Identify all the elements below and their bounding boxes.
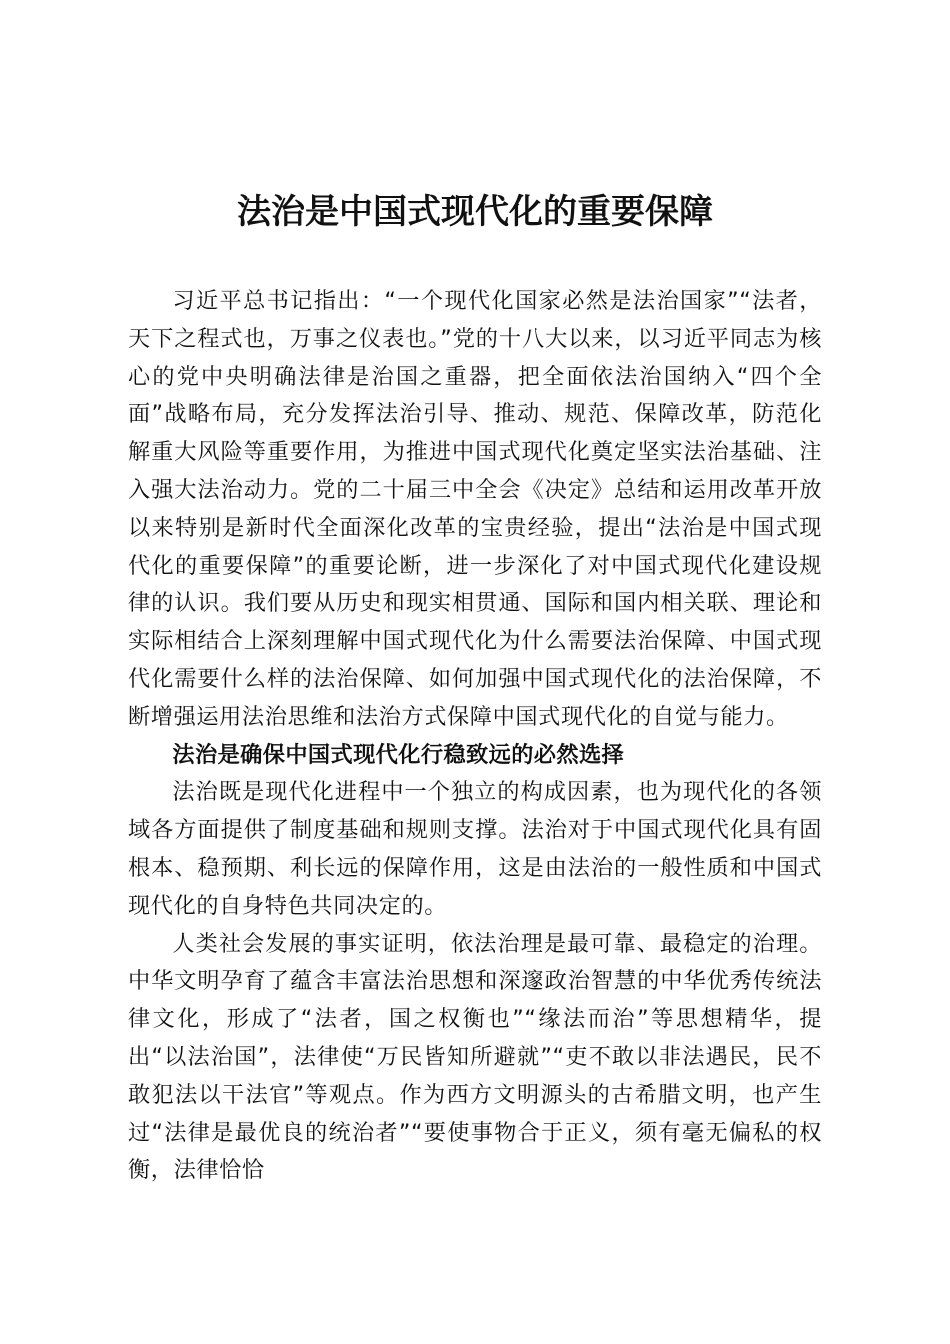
document-title: 法治是中国式现代化的重要保障 <box>237 192 713 232</box>
document-body <box>128 283 822 1190</box>
intro-paragraph: 习近平总书记指出：“一个现代化国家必然是法治国家”“法者，天下之程式也，万事之仪表也。”党的十八大以来，以习近平同志为核心的党中央明确法律是治国之重器，把全面依法治国纳入“四个全面”战略布局，充分发挥法治引导、推动、规范、保障改革，防范化解重大风险等重要作用，为推进中国式现代化奠定坚实法治基础、注入强大法治动力。党的二十届三中全会《决定》总结和运用改革开放以来特别是新时代全面深化改革的宝贵经验，提出“法治是中国式现代化的重要保障”的重要论断，进一步深化了对中国式现代化建设规律的认识。我们要从历史和现实相贯通、国际和国内相关联、理论和实际相结合上深刻理解中国式现代化为什么需要法治保障、中国式现代化需要什么样的法治保障、如何加强中国式现代化的法治保障，不断增强运用法治思维和法治方式保障中国式现代化的自觉与能力。 <box>128 288 822 730</box>
section-paragraph: 法治既是现代化进程中一个独立的构成因素，也为现代化的各领域各方面提供了制度基础和规则支撑。法治对于中国式现代化具有固根本、稳预期、利长远的保障作用，这是由法治的一般性质和中国式现代化的自身特色共同决定的。 <box>128 779 822 919</box>
section-heading: 法治是确保中国式现代化行稳致远的必然选择 <box>172 741 625 768</box>
section-paragraph: 人类社会发展的事实证明，依法治理是最可靠、最稳定的治理。中华文明孕育了蕴含丰富法治思想和深邃政治智慧的中华优秀传统法律文化，形成了“法者，国之权衡也”“缘法而治”等思想精华，提出“以法治国”，法律使“万民皆知所避就”“吏不敢以非法遇民，民不敢犯法以干法官”等观点。作为西方文明源头的古希腊文明，也产生过“法律是最优良的统治者”“要使事物合于正义，须有毫无偏私的权衡，法律恰恰 <box>128 930 822 1184</box>
